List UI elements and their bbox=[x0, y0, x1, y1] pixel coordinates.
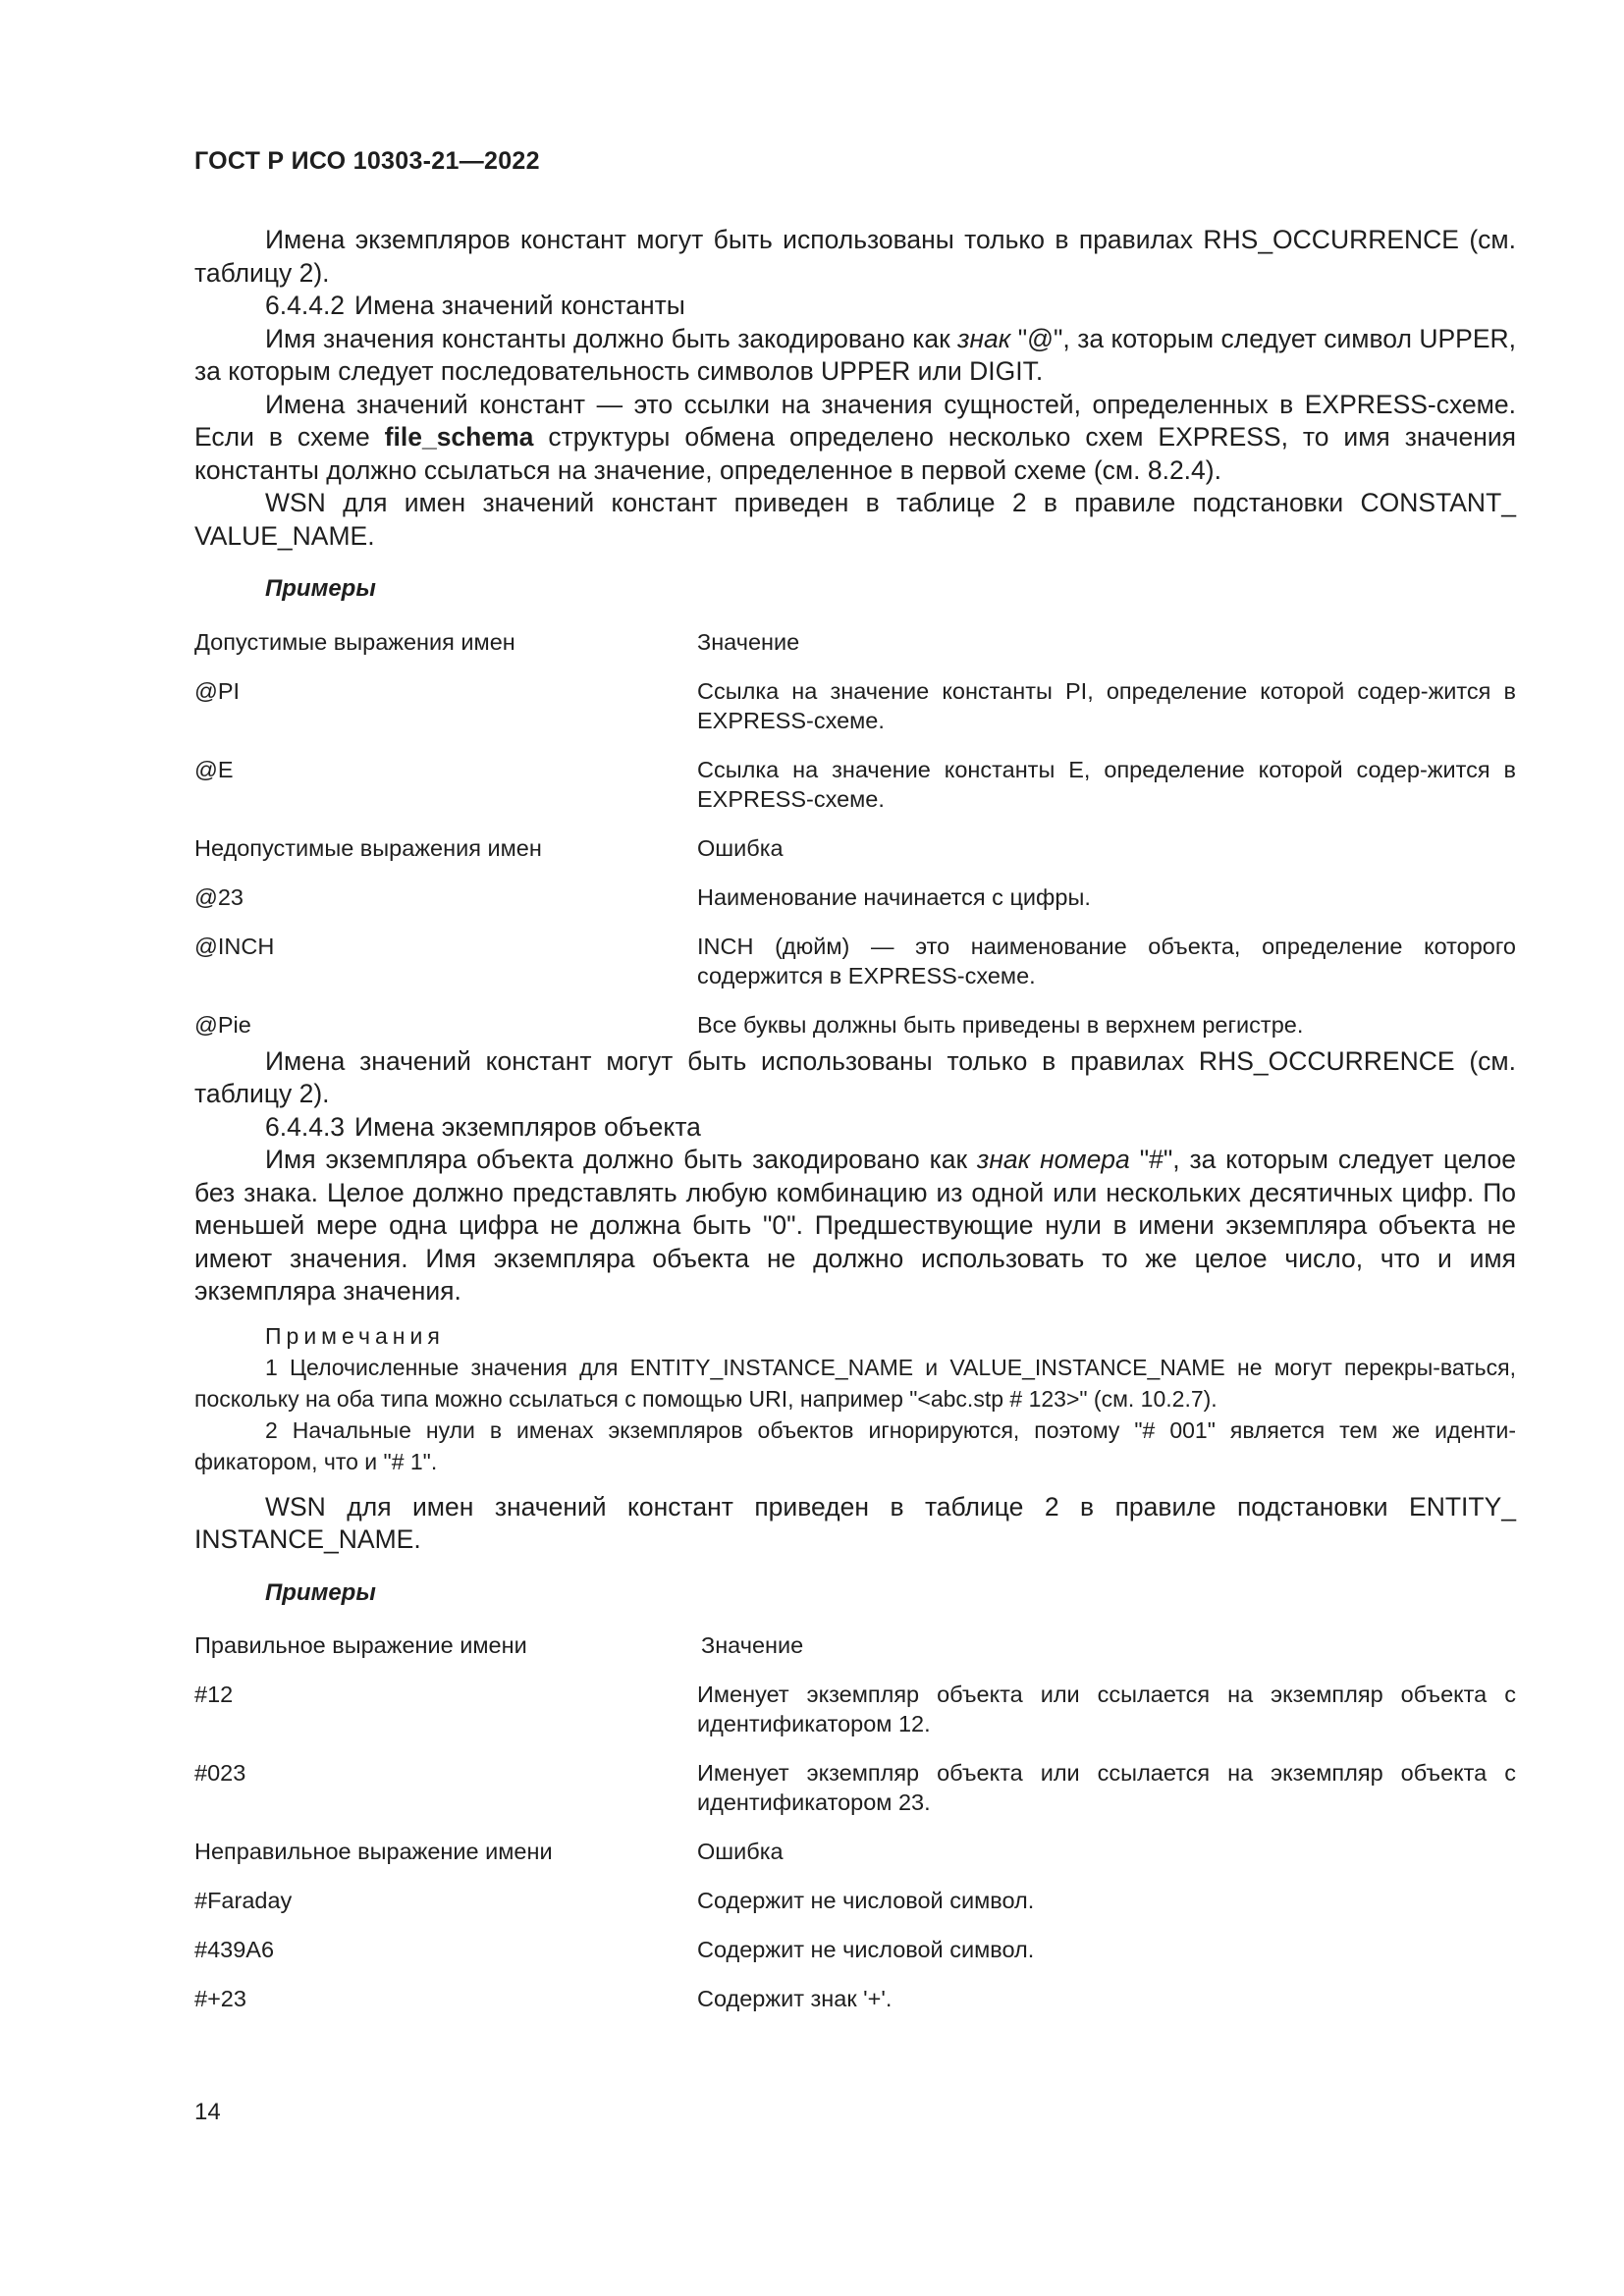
column-header: Ошибка bbox=[697, 1839, 784, 1864]
column-header: Недопустимые выражения имен bbox=[194, 834, 542, 861]
section-number: 6.4.4.3 bbox=[265, 1111, 346, 1142]
example-description: Все буквы должны быть приведены в верхнем регистре. bbox=[697, 1011, 1304, 1038]
example-name: #023 bbox=[194, 1760, 246, 1786]
text-run: "#", за которым следует целое без знака. Целое должно представлять любую комбинацию из одной или нескольких десятичных цифр. По меньшей мере одна цифра не должна быть "0". Предшествующие нули в имени экземпляра объекта не имеют значения. Имя экземпляра объекта не должно использовать то же целое число, что и имя экземпляра значения. bbox=[194, 1145, 1516, 1306]
example-description: INCH (дюйм) — это наименование объекта, определение которого содержится в EXPRESS-схеме. bbox=[697, 933, 1516, 988]
examples-title: Примеры bbox=[265, 575, 376, 602]
paragraph: Имена экземпляров констант могут быть использованы только в правилах RHS_OCCURRENCE (см. таблицу 2). bbox=[194, 225, 1516, 288]
text-run: Имена значений констант — это ссылки на значения сущностей, определенных в EXPRESS-схеме. Если в схеме bbox=[194, 389, 1516, 452]
column-header: Значение bbox=[697, 628, 800, 655]
example-name: #Faraday bbox=[194, 1888, 293, 1913]
table-header-row bbox=[194, 1837, 1516, 1866]
page-number: 14 bbox=[194, 2099, 221, 2125]
example-name: @E bbox=[194, 756, 234, 782]
example-description: Наименование начинается с цифры. bbox=[697, 883, 1091, 910]
note-item: 2 Начальные нули в именах экземпляров объектов игнорируются, поэтому "# 001" является тем же иденти-фикатором, что и "# 1". bbox=[194, 1416, 1516, 1474]
column-header: Допустимые выражения имен bbox=[194, 628, 515, 655]
table-row bbox=[194, 1010, 1516, 1040]
italic-term: знак bbox=[957, 323, 1011, 353]
italic-term: знак номера bbox=[977, 1145, 1130, 1174]
example-description: Содержит не числовой символ. bbox=[697, 1888, 1035, 1913]
example-description: Именует экземпляр объекта или ссылается на экземпляр объекта с идентификатором 23. bbox=[697, 1760, 1516, 1815]
table-row bbox=[194, 932, 1516, 990]
text-run: Имя значения константы должно быть закодировано как bbox=[265, 323, 958, 353]
example-description: Содержит не числовой символ. bbox=[697, 1937, 1035, 1962]
example-description: Содержит знак '+'. bbox=[697, 1986, 893, 2011]
column-header: Неправильное выражение имени bbox=[194, 1839, 553, 1864]
table-header-row bbox=[194, 1630, 1516, 1660]
table-row bbox=[194, 1886, 1516, 1915]
column-header: Правильное выражение имени bbox=[194, 1632, 527, 1658]
table-row bbox=[194, 676, 1516, 735]
paragraph bbox=[194, 389, 1516, 488]
column-header: Значение bbox=[701, 1632, 804, 1658]
paragraph: WSN для имен значений констант приведен в таблице 2 в правиле подстановки CONSTANT_ VALUE_NAME. bbox=[194, 488, 1516, 551]
paragraph bbox=[194, 323, 1516, 389]
table-row bbox=[194, 882, 1516, 912]
example-name: @Pie bbox=[194, 1011, 251, 1038]
section-title: Имена значений константы bbox=[354, 291, 685, 320]
section-heading-6-4-4-3 bbox=[194, 1111, 1516, 1145]
examples-table-constants bbox=[194, 627, 1516, 1040]
table-header-row bbox=[194, 627, 1516, 657]
bold-term: file_schema bbox=[384, 422, 534, 452]
text-run: структуры обмена определено несколько схем EXPRESS, то имя значения константы должно ссылаться на значение, определенное в первой схеме (см. 8.2.4). bbox=[194, 422, 1516, 485]
table-row bbox=[194, 755, 1516, 814]
example-name: @INCH bbox=[194, 933, 275, 959]
section-title: Имена экземпляров объекта bbox=[354, 1111, 701, 1142]
text-run: Имя экземпляра объекта должно быть закодировано как bbox=[265, 1145, 978, 1174]
table-row bbox=[194, 1935, 1516, 1964]
section-number: 6.4.4.2 bbox=[265, 291, 346, 320]
example-name: #439A6 bbox=[194, 1937, 275, 1962]
table-row bbox=[194, 1680, 1516, 1738]
table-row bbox=[194, 1984, 1516, 2013]
notes-block bbox=[194, 1320, 1516, 1477]
example-name: #+23 bbox=[194, 1986, 246, 2011]
column-header: Ошибка bbox=[697, 834, 784, 861]
example-description: Именует экземпляр объекта или ссылается на экземпляр объекта с идентификатором 12. bbox=[697, 1682, 1516, 1736]
example-name: @PI bbox=[194, 677, 241, 704]
text-run: "@", за которым следует символ UPPER, за которым следует последовательность символов UPPER или DIGIT. bbox=[194, 323, 1516, 386]
table-row bbox=[194, 1758, 1516, 1817]
examples-title: Примеры bbox=[265, 1578, 376, 1606]
paragraph: Имена значений констант могут быть использованы только в правилах RHS_OCCURRENCE (см. таблицу 2). bbox=[194, 1045, 1516, 1108]
table-header-row bbox=[194, 833, 1516, 863]
example-name: @23 bbox=[194, 883, 244, 910]
section-heading-6-4-4-2 bbox=[194, 290, 1516, 323]
document-header: ГОСТ Р ИСО 10303-21—2022 bbox=[194, 147, 540, 175]
page-content bbox=[194, 224, 1516, 2033]
paragraph bbox=[194, 1144, 1516, 1308]
example-name: #12 bbox=[194, 1682, 234, 1707]
note-item: 1 Целочисленные значения для ENTITY_INSTANCE_NAME и VALUE_INSTANCE_NAME не могут перекры-ваться, поскольку на оба типа можно ссылаться с помощью URI, например "<abc.stp # 123>" (см. 10.2.7). bbox=[194, 1354, 1516, 1412]
example-description: Ссылка на значение константы E, определение которой содер-жится в EXPRESS-схеме. bbox=[697, 756, 1516, 812]
paragraph: WSN для имен значений констант приведен в таблице 2 в правиле подстановки ENTITY_ INSTANCE_NAME. bbox=[194, 1491, 1516, 1554]
examples-table-entities bbox=[194, 1630, 1516, 2013]
example-description: Ссылка на значение константы PI, определение которой содер-жится в EXPRESS-схеме. bbox=[697, 677, 1516, 733]
notes-title: Примечания bbox=[265, 1322, 445, 1349]
